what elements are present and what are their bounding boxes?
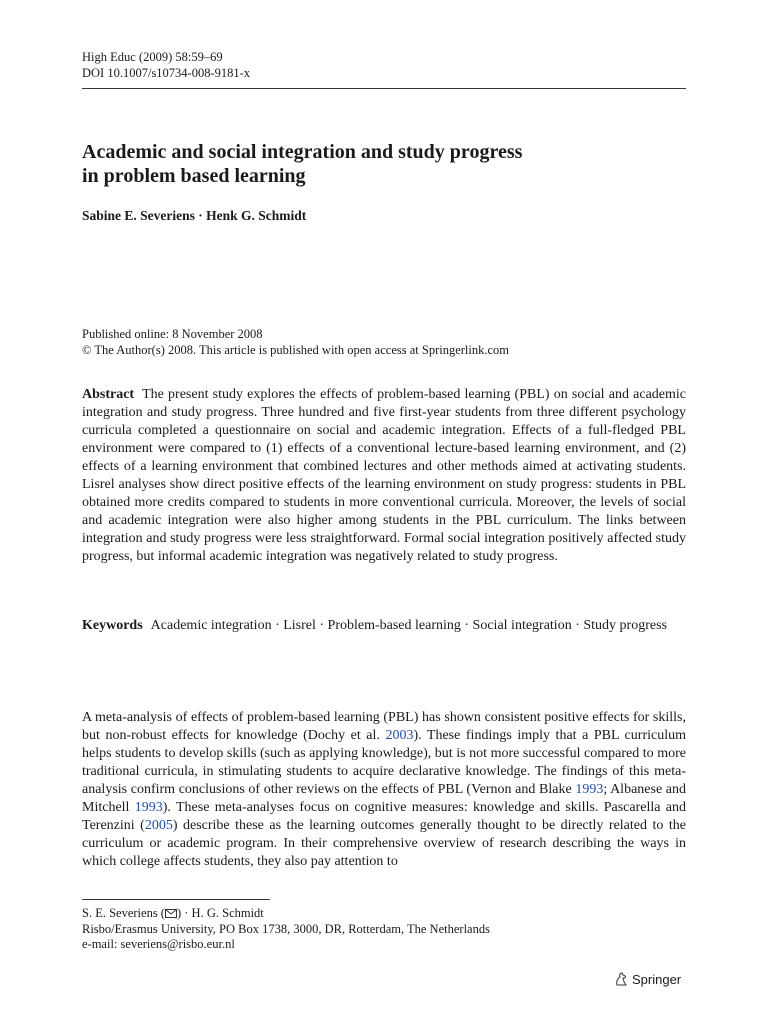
footnote-rule — [82, 899, 270, 900]
publisher-logo — [614, 972, 681, 987]
header-rule — [82, 88, 686, 89]
corresponding-authors: S. E. Severiens ( ) · H. G. Schmidt — [82, 906, 264, 920]
copyright-notice: © The Author(s) 2008. This article is published with open access at Springerlink.com — [82, 342, 510, 357]
body-segment: ) describe these as the learning outcomes generally thought to be directly related to the curriculum or academic program. In their comprehensive overview of research describing the ways in which college affects students, they also pay attention to — [82, 818, 686, 869]
publication-info — [82, 327, 509, 358]
springer-horse-icon — [614, 972, 628, 987]
abstract-label: Abstract — [82, 387, 135, 402]
title-line-1: Academic and social integration and study progress — [82, 141, 523, 163]
envelope-icon — [165, 909, 177, 918]
body-paragraph — [82, 709, 686, 871]
article-title — [82, 140, 522, 188]
title-line-2: in problem based learning — [82, 165, 306, 187]
body-segment: A meta-analysis of effects of problem-based learning (PBL) has shown consistent positive effects for skills, but non-robust effects for knowledge (Dochy et al. — [82, 710, 686, 743]
abstract-text: The present study explores the effects of problem-based learning (PBL) on social and academic integration and study progress. Three hundred and five first-year students from three different psychology curricula completed a questionnaire on social and academic integration. Effects of a full-fledged PBL environment were compared to (1) effects of a conventional lecture-based learning environment, and (2) effects of a learning environment that combined lectures and other methods aimed at activating students. Lisrel analyses show direct positive effects of the learning environment on study progress: students in PBL obtained more credits compared to students in more conventional curricula. Moreover, the levels of social and academic integration were also higher among students in the PBL curriculum. The links between integration and study progress were less straightforward. Formal social integration positively affected study progress, but informal academic integration was negatively related to study progress. — [82, 387, 686, 564]
journal-citation: High Educ (2009) 58:59–69 — [82, 50, 223, 64]
keywords — [82, 617, 686, 635]
body-segment: ). These meta-analyses focus on cognitive measures: knowledge and skills. Pascarella and Terenzini ( — [82, 800, 687, 833]
author-list: Sabine E. Severiens · Henk G. Schmidt — [82, 208, 307, 223]
citation-link[interactable]: 2003 — [385, 728, 414, 743]
affiliation-address: Risbo/Erasmus University, PO Box 1738, 3000, DR, Rotterdam, The Netherlands — [82, 921, 490, 936]
keywords-label: Keywords — [82, 618, 143, 633]
citation-link[interactable]: 1993 — [575, 782, 604, 797]
body-segment: ; Albanese and Mitchell — [82, 782, 687, 815]
keywords-text: Academic integration · Lisrel · Problem-based learning · Social integration · Study progress — [150, 618, 667, 633]
journal-header — [82, 49, 250, 81]
body-segment: ). These findings imply that a PBL curriculum helps students to develop skills (such as applying knowledge), but is not more successful compared to more traditional curricula, in stimulating students to acquire declarative knowledge. The findings of this meta-analysis confirm conclusions of other reviews on the effects of PBL (Vernon and Blake — [82, 728, 686, 797]
article-page — [82, 0, 686, 1024]
author-email[interactable]: e-mail: severiens@risbo.eur.nl — [82, 937, 235, 951]
author-footnote — [82, 906, 490, 953]
published-date: Published online: 8 November 2008 — [82, 327, 263, 341]
doi[interactable]: DOI 10.1007/s10734-008-9181-x — [82, 66, 251, 80]
citation-link[interactable]: 2005 — [144, 818, 173, 833]
citation-link[interactable]: 1993 — [134, 800, 163, 815]
publisher-name: Springer — [632, 972, 682, 987]
abstract — [82, 386, 686, 566]
